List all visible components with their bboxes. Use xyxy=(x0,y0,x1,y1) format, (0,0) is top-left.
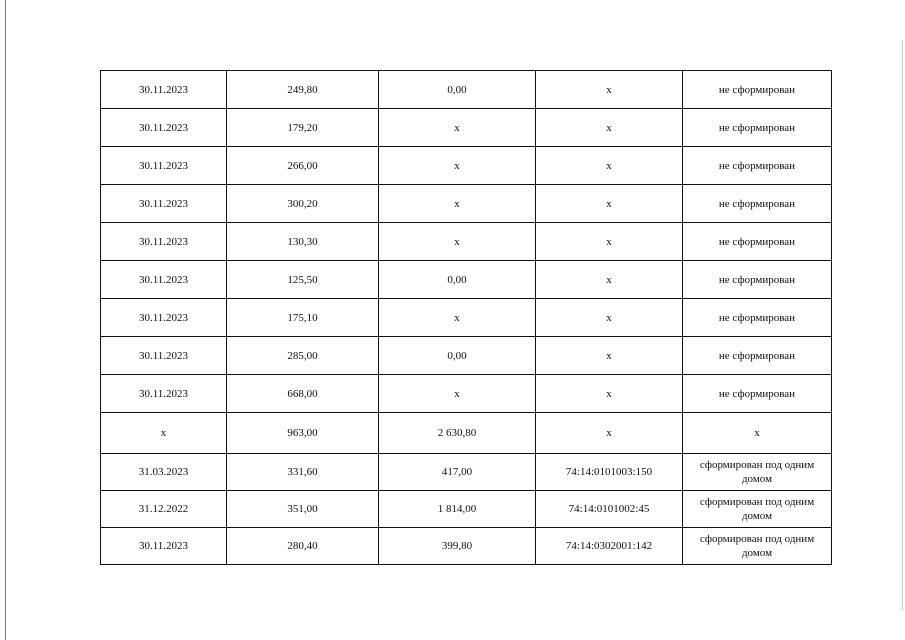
table-row xyxy=(101,261,832,299)
cadastral-number-cell: х xyxy=(536,185,683,223)
land-area-cell: 2 630,80 xyxy=(379,413,536,454)
cadastral-number-cell: х xyxy=(536,337,683,375)
data-table xyxy=(100,70,832,565)
date-cell: 31.03.2023 xyxy=(101,454,227,491)
date-cell: 31.12.2022 xyxy=(101,491,227,528)
status-cell: х xyxy=(683,413,832,454)
status-cell: не сформирован xyxy=(683,185,832,223)
land-area-cell: 1 814,00 xyxy=(379,491,536,528)
area-cell: 331,60 xyxy=(227,454,379,491)
table-row xyxy=(101,337,832,375)
date-cell: х xyxy=(101,413,227,454)
area-cell: 175,10 xyxy=(227,299,379,337)
table-row xyxy=(101,528,832,565)
land-area-cell: х xyxy=(379,299,536,337)
land-area-cell: х xyxy=(379,185,536,223)
area-cell: 668,00 xyxy=(227,375,379,413)
status-cell: не сформирован xyxy=(683,261,832,299)
table-row xyxy=(101,491,832,528)
area-cell: 249,80 xyxy=(227,71,379,109)
land-area-cell: х xyxy=(379,109,536,147)
status-cell: не сформирован xyxy=(683,71,832,109)
area-cell: 285,00 xyxy=(227,337,379,375)
area-cell: 125,50 xyxy=(227,261,379,299)
area-cell: 266,00 xyxy=(227,147,379,185)
cadastral-number-cell: 74:14:0302001:142 xyxy=(536,528,683,565)
table-row xyxy=(101,109,832,147)
area-cell: 179,20 xyxy=(227,109,379,147)
status-cell: не сформирован xyxy=(683,375,832,413)
table-row xyxy=(101,185,832,223)
area-cell: 130,30 xyxy=(227,223,379,261)
land-area-cell: 0,00 xyxy=(379,71,536,109)
table-row-total xyxy=(101,413,832,454)
date-cell: 30.11.2023 xyxy=(101,299,227,337)
cadastral-number-cell: х xyxy=(536,109,683,147)
status-cell: не сформирован xyxy=(683,299,832,337)
scan-edge-left xyxy=(5,0,6,640)
table-row xyxy=(101,299,832,337)
table-row xyxy=(101,71,832,109)
date-cell: 30.11.2023 xyxy=(101,71,227,109)
land-area-cell: 399,80 xyxy=(379,528,536,565)
date-cell: 30.11.2023 xyxy=(101,147,227,185)
area-cell: 963,00 xyxy=(227,413,379,454)
date-cell: 30.11.2023 xyxy=(101,223,227,261)
cadastral-number-cell: х xyxy=(536,299,683,337)
date-cell: 30.11.2023 xyxy=(101,337,227,375)
status-cell: не сформирован xyxy=(683,337,832,375)
table-row xyxy=(101,375,832,413)
land-area-cell: х xyxy=(379,147,536,185)
table-row xyxy=(101,147,832,185)
scan-edge-right xyxy=(902,40,903,610)
status-cell: не сформирован xyxy=(683,223,832,261)
table-body xyxy=(101,71,832,565)
date-cell: 30.11.2023 xyxy=(101,185,227,223)
land-area-cell: х xyxy=(379,375,536,413)
cadastral-number-cell: 74:14:0101002:45 xyxy=(536,491,683,528)
date-cell: 30.11.2023 xyxy=(101,528,227,565)
status-cell: сформирован под одним домом xyxy=(683,491,832,528)
cadastral-number-cell: х xyxy=(536,223,683,261)
cadastral-number-cell: х xyxy=(536,71,683,109)
area-cell: 300,20 xyxy=(227,185,379,223)
status-cell: не сформирован xyxy=(683,109,832,147)
area-cell: 280,40 xyxy=(227,528,379,565)
land-area-cell: х xyxy=(379,223,536,261)
cadastral-number-cell: 74:14:0101003:150 xyxy=(536,454,683,491)
date-cell: 30.11.2023 xyxy=(101,261,227,299)
land-area-cell: 417,00 xyxy=(379,454,536,491)
table-row xyxy=(101,223,832,261)
area-cell: 351,00 xyxy=(227,491,379,528)
cadastral-number-cell: х xyxy=(536,147,683,185)
land-area-cell: 0,00 xyxy=(379,337,536,375)
status-cell: сформирован под одним домом xyxy=(683,454,832,491)
date-cell: 30.11.2023 xyxy=(101,375,227,413)
land-area-cell: 0,00 xyxy=(379,261,536,299)
status-cell: сформирован под одним домом xyxy=(683,528,832,565)
date-cell: 30.11.2023 xyxy=(101,109,227,147)
table-row xyxy=(101,454,832,491)
cadastral-number-cell: х xyxy=(536,413,683,454)
cadastral-number-cell: х xyxy=(536,375,683,413)
cadastral-number-cell: х xyxy=(536,261,683,299)
status-cell: не сформирован xyxy=(683,147,832,185)
